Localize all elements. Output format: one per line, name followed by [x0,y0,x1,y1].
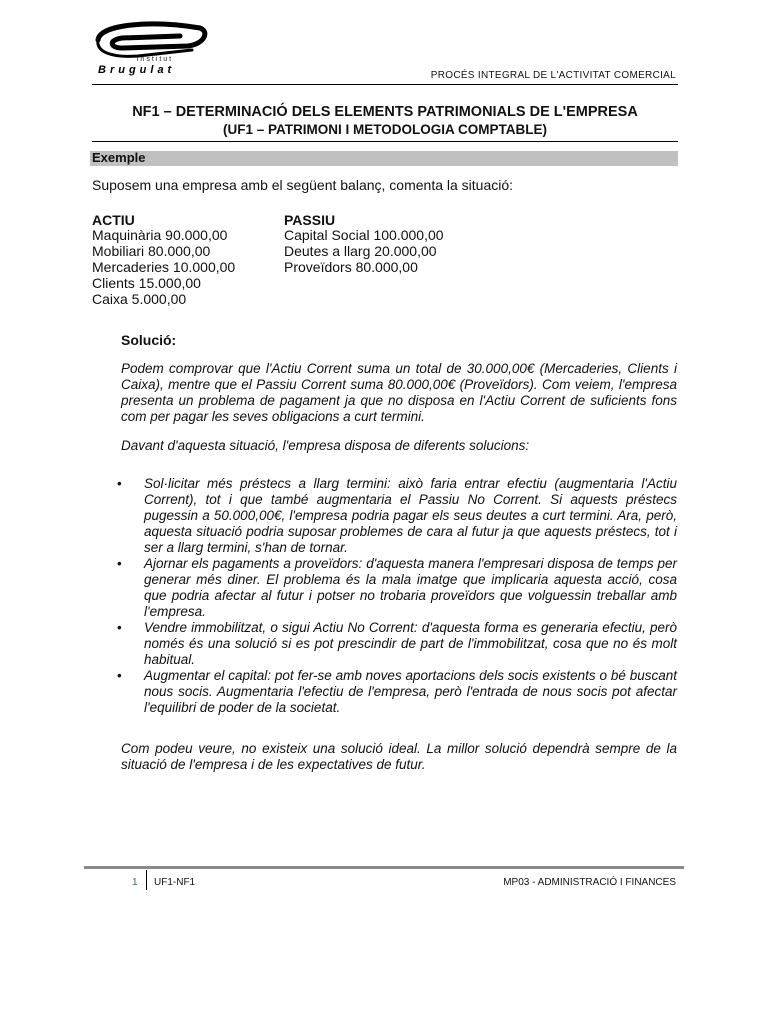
list-item-text: Augmentar el capital: pot fer-se amb noves aportacions dels socis existents o bé buscant nous socis. Augmentaria l'efectiu de l'empresa, però l'entrada de nous socis pot afectar l'equilibri de poder de la societat. [144,668,677,715]
list-item-text: Ajornar els pagaments a proveïdors: d'aquesta manera l'empresari disposa de temps per generar més diner. El problema és la mala imatge que implicaria aquesta acció, cosa que podria afectar al futur i potser no trobaria proveïdors que volguessin treballar amb l'empresa. [144,556,677,619]
header-tag: PROCÉS INTEGRAL DE L'ACTIVITAT COMERCIAL [430,70,676,81]
logo-name: Brugulat [98,64,176,76]
list-item [117,476,677,556]
footer-divider [84,866,684,869]
example-intro: Suposem una empresa amb el següent balanç, comenta la situació: [92,177,514,193]
actiu-line: Maquinària 90.000,00 [92,227,228,243]
solutions-list [117,476,677,716]
logo-subtitle: institut [136,56,174,63]
page-number: 1 [132,877,138,888]
bullet-icon: • [117,620,122,635]
list-item [117,620,677,668]
bullet-icon: • [117,476,122,491]
bullet-icon: • [117,668,122,683]
title-divider [92,141,678,142]
exemple-section-bar [90,151,678,166]
solution-paragraph: Davant d'aquesta situació, l'empresa disposa de diferents solucions: [121,438,530,453]
solution-paragraph: Podem comprovar que l'Actiu Corrent suma un total de 30.000,00€ (Mercaderies, Clients i Caixa), mentre que el Passiu Corrent suma 80.000,00€ (Proveïdors). Com veiem, l'empresa presenta un problema de pagament ja que no disposa en l'Actiu Corrent de suficients fons com per pagar les seves obligacions a curt termini. [121,361,677,424]
exemple-heading: Exemple [92,150,146,165]
footer-separator [146,870,147,890]
document-title: NF1 – DETERMINACIÓ DELS ELEMENTS PATRIMONIALS DE L'EMPRESA [132,104,638,120]
actiu-line: Mobiliari 80.000,00 [92,243,211,259]
actiu-line: Mercaderies 10.000,00 [92,259,236,275]
list-item-text: Vendre immobilitzat, o sigui Actiu No Corrent: d'aquesta forma es generaria efectiu, però només és una solució si es pot prescindir de part de l'immobilitzat, cosa que no és molt habitual. [144,620,677,667]
conclusion-paragraph: Com podeu veure, no existeix una solució ideal. La millor solució dependrà sempre de la situació de l'empresa i de les expectatives de futur. [121,741,677,772]
actiu-line: Caixa 5.000,00 [92,291,187,307]
solucio-heading: Solució: [121,332,177,348]
footer-module-name: MP03 - ADMINISTRACIÓ I FINANCES [503,877,676,888]
list-item-text: Sol·licitar més préstecs a llarg termini: això faria entrar efectiu (augmentaria l'Actiu Corrent), tot i que també augmentaria el Passiu No Corrent. Si aquests préstecs pugessin a 50.000,00€, l'empresa podria pagar els seus deutes a curt termini. Ara, però, aquesta situació podria suposar problemes de cara al futur ja que aquests préstecs, tot i ser a llarg termini, s'han de tornar. [144,476,677,555]
list-item [117,556,677,620]
actiu-heading: ACTIU [92,212,135,228]
header-divider [92,84,678,85]
document-subtitle: (UF1 – PATRIMONI I METODOLOGIA COMPTABLE) [223,122,547,137]
passiu-line: Capital Social 100.000,00 [284,227,444,243]
passiu-heading: PASSIU [284,212,336,228]
actiu-line: Clients 15.000,00 [92,275,201,291]
bullet-icon: • [117,556,122,571]
footer-unit-code: UF1-NF1 [154,877,196,888]
passiu-line: Proveïdors 80.000,00 [284,259,418,275]
passiu-line: Deutes a llarg 20.000,00 [284,243,437,259]
list-item [117,668,677,716]
